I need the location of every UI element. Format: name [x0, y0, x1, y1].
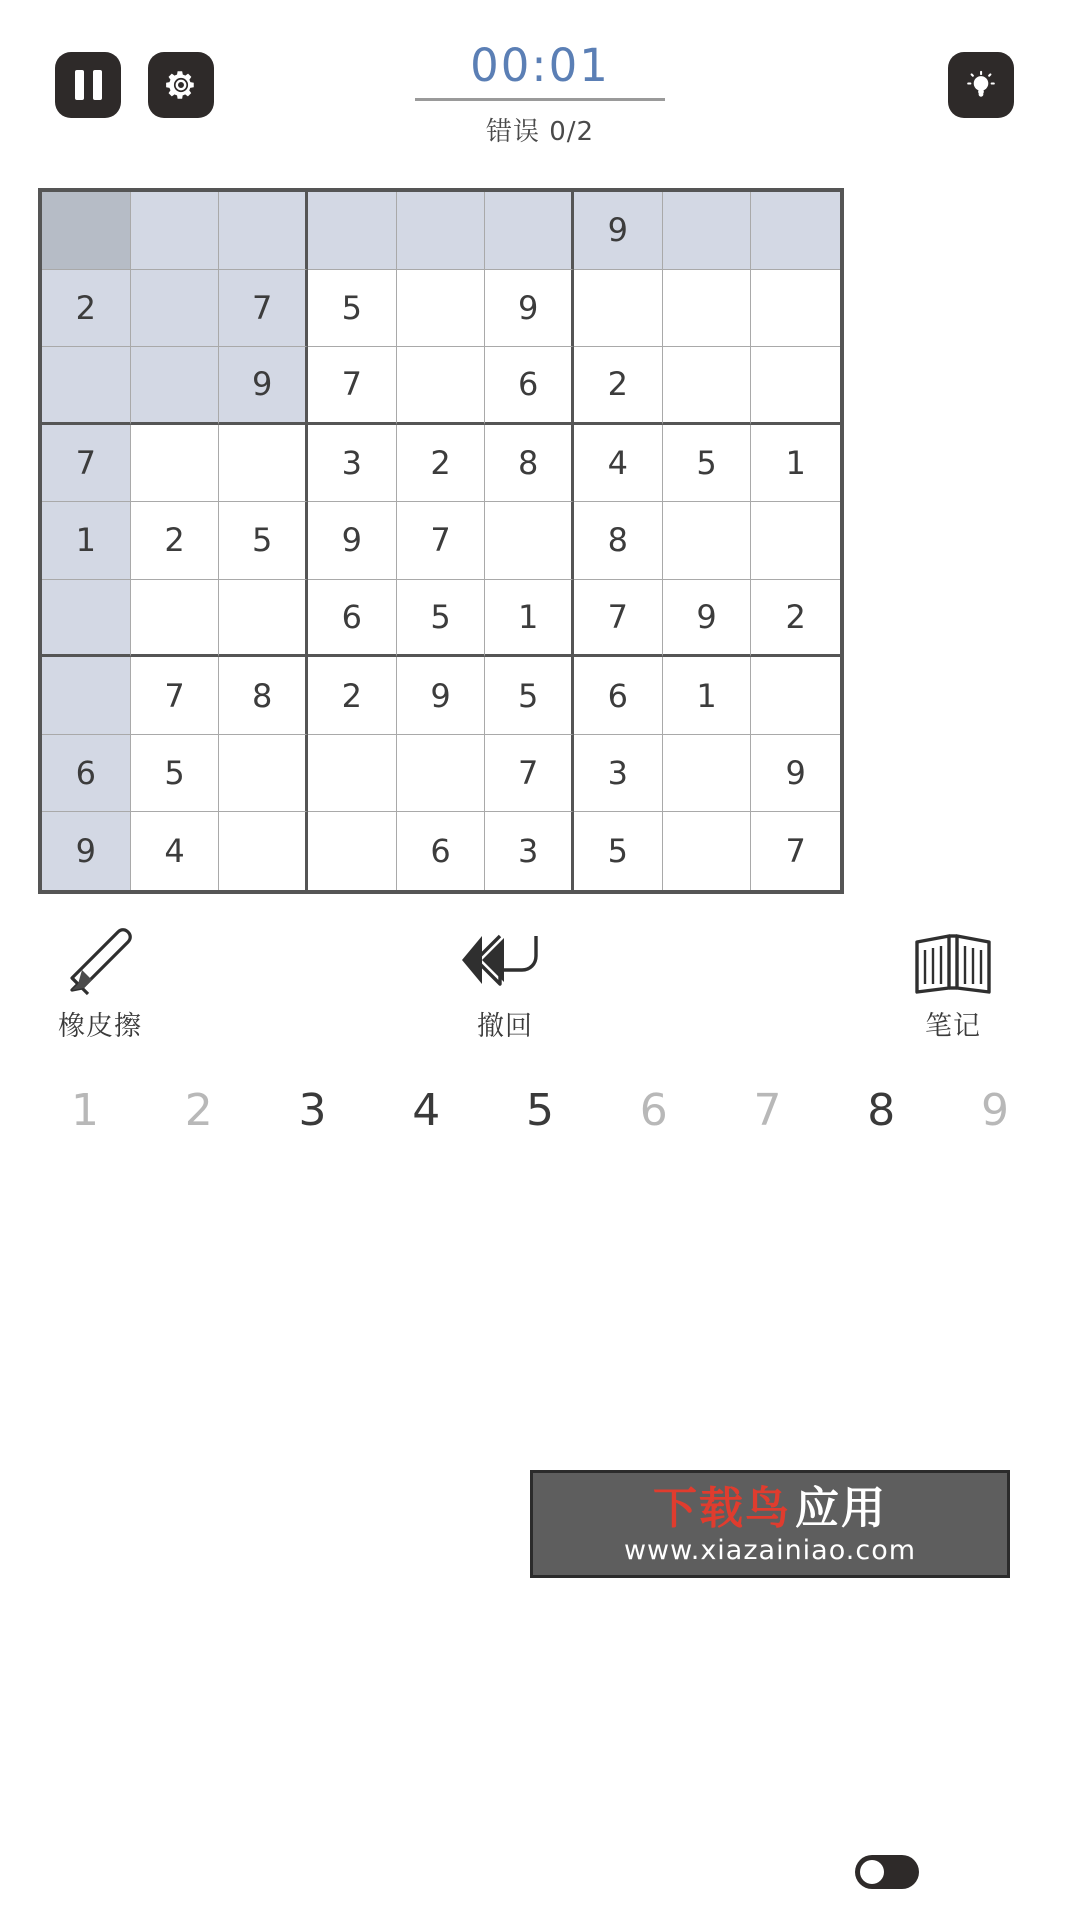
- sudoku-cell[interactable]: 6: [574, 657, 663, 735]
- action-bar: [0, 920, 1080, 1060]
- numpad-key-1[interactable]: 1: [71, 1084, 99, 1136]
- numpad-key-4[interactable]: 4: [412, 1084, 441, 1136]
- sudoku-cell[interactable]: 7: [42, 425, 131, 503]
- sudoku-cell[interactable]: [42, 657, 131, 735]
- timer-value: 00:01: [470, 39, 610, 92]
- sudoku-cell[interactable]: 5: [397, 580, 486, 658]
- sudoku-cell[interactable]: 3: [574, 735, 663, 813]
- sudoku-cell[interactable]: 9: [308, 502, 397, 580]
- sudoku-cell[interactable]: 9: [219, 347, 308, 425]
- eraser-button[interactable]: [0, 920, 200, 1043]
- sudoku-cell[interactable]: 2: [574, 347, 663, 425]
- sudoku-cell[interactable]: [397, 735, 486, 813]
- mistakes-counter: 错误 0/2: [485, 117, 595, 147]
- sudoku-cell[interactable]: 1: [751, 425, 840, 503]
- numpad-key-8[interactable]: 8: [867, 1084, 896, 1136]
- sudoku-cell[interactable]: 7: [131, 657, 220, 735]
- sudoku-cell[interactable]: 1: [42, 502, 131, 580]
- numpad-key-2[interactable]: 2: [184, 1084, 213, 1136]
- sudoku-cell[interactable]: 1: [485, 580, 574, 658]
- sudoku-cell[interactable]: 5: [663, 425, 752, 503]
- sudoku-cell[interactable]: 7: [751, 812, 840, 890]
- notes-button[interactable]: [800, 920, 1030, 1043]
- sudoku-cell[interactable]: [663, 735, 752, 813]
- watermark-brand: [533, 1473, 1007, 1535]
- sudoku-cell[interactable]: [131, 347, 220, 425]
- sudoku-cell[interactable]: [663, 502, 752, 580]
- sudoku-cell[interactable]: [308, 735, 397, 813]
- timer-area: [340, 40, 740, 148]
- numpad-key-6[interactable]: 6: [639, 1084, 668, 1136]
- sudoku-cell[interactable]: 6: [485, 347, 574, 425]
- sudoku-cell[interactable]: [219, 192, 308, 270]
- pause-icon: [75, 70, 102, 100]
- gear-icon: [164, 68, 198, 102]
- numpad-key-7[interactable]: 7: [753, 1084, 782, 1136]
- sudoku-cell[interactable]: [751, 192, 840, 270]
- sudoku-cell[interactable]: [308, 192, 397, 270]
- sudoku-cell[interactable]: 9: [397, 657, 486, 735]
- sudoku-cell[interactable]: [751, 270, 840, 348]
- sudoku-cell[interactable]: [219, 735, 308, 813]
- lightbulb-icon: [962, 66, 1000, 104]
- eraser-label: 橡皮擦: [58, 1011, 142, 1042]
- sudoku-cell[interactable]: 7: [485, 735, 574, 813]
- sudoku-cell[interactable]: [485, 502, 574, 580]
- sudoku-cell[interactable]: [42, 580, 131, 658]
- number-pad[interactable]: [40, 1065, 1040, 1155]
- sudoku-cell[interactable]: 2: [308, 657, 397, 735]
- sudoku-cell[interactable]: 4: [131, 812, 220, 890]
- sudoku-cell[interactable]: 5: [485, 657, 574, 735]
- notebook-icon: [800, 920, 1030, 996]
- sudoku-cell[interactable]: [485, 192, 574, 270]
- sudoku-cell[interactable]: 6: [42, 735, 131, 813]
- sudoku-cell[interactable]: 5: [131, 735, 220, 813]
- sudoku-cell[interactable]: 3: [308, 425, 397, 503]
- sudoku-cell[interactable]: [131, 270, 220, 348]
- timer-divider: [415, 98, 665, 101]
- sudoku-cell[interactable]: [42, 347, 131, 425]
- sudoku-cell[interactable]: 9: [42, 812, 131, 890]
- sudoku-cell[interactable]: 5: [219, 502, 308, 580]
- settings-button[interactable]: [148, 52, 214, 118]
- sudoku-cell[interactable]: 9: [574, 192, 663, 270]
- sudoku-cell[interactable]: [131, 580, 220, 658]
- sudoku-cell[interactable]: 8: [219, 657, 308, 735]
- sudoku-cell[interactable]: 6: [397, 812, 486, 890]
- watermark-brand-secondary: 应用: [795, 1483, 887, 1534]
- undo-arrow-icon: [405, 920, 605, 996]
- sudoku-cell[interactable]: [219, 580, 308, 658]
- sudoku-cell[interactable]: 7: [308, 347, 397, 425]
- sudoku-cell[interactable]: 9: [485, 270, 574, 348]
- sudoku-cell[interactable]: [663, 270, 752, 348]
- pause-button[interactable]: [55, 52, 121, 118]
- notes-toggle-switch[interactable]: [855, 1855, 919, 1889]
- sudoku-cell[interactable]: [574, 270, 663, 348]
- sudoku-cell[interactable]: [397, 270, 486, 348]
- numpad-key-9[interactable]: 9: [981, 1084, 1009, 1136]
- sudoku-cell[interactable]: 4: [574, 425, 663, 503]
- numpad-key-3[interactable]: 3: [298, 1084, 327, 1136]
- sudoku-cell[interactable]: 5: [574, 812, 663, 890]
- hint-button[interactable]: [948, 52, 1014, 118]
- sudoku-grid[interactable]: [42, 192, 840, 890]
- sudoku-cell[interactable]: 2: [751, 580, 840, 658]
- sudoku-cell[interactable]: [42, 192, 131, 270]
- sudoku-cell[interactable]: 9: [663, 580, 752, 658]
- sudoku-cell[interactable]: 6: [308, 580, 397, 658]
- sudoku-board[interactable]: [38, 188, 844, 894]
- sudoku-cell[interactable]: [131, 425, 220, 503]
- sudoku-cell[interactable]: [131, 192, 220, 270]
- sudoku-cell[interactable]: 1: [663, 657, 752, 735]
- sudoku-cell[interactable]: 8: [574, 502, 663, 580]
- sudoku-cell[interactable]: [219, 425, 308, 503]
- sudoku-cell[interactable]: [308, 812, 397, 890]
- sudoku-cell[interactable]: [663, 192, 752, 270]
- sudoku-cell[interactable]: [397, 192, 486, 270]
- watermark-url: www.xiazainiao.com: [623, 1535, 917, 1566]
- sudoku-cell[interactable]: 3: [485, 812, 574, 890]
- watermark-overlay: [530, 1470, 1010, 1578]
- sudoku-cell[interactable]: 8: [485, 425, 574, 503]
- undo-button[interactable]: [405, 920, 605, 1043]
- sudoku-cell[interactable]: [219, 812, 308, 890]
- notes-label: 笔记: [925, 1011, 981, 1042]
- undo-label: 撤回: [477, 1011, 533, 1042]
- sudoku-cell[interactable]: 9: [751, 735, 840, 813]
- sudoku-cell[interactable]: [751, 347, 840, 425]
- sudoku-cell[interactable]: [397, 347, 486, 425]
- sudoku-cell[interactable]: 5: [308, 270, 397, 348]
- sudoku-cell[interactable]: 7: [219, 270, 308, 348]
- numpad-key-5[interactable]: 5: [526, 1084, 554, 1136]
- sudoku-cell[interactable]: 7: [574, 580, 663, 658]
- watermark-brand-primary: 下载鸟: [653, 1483, 791, 1534]
- sudoku-cell[interactable]: 2: [42, 270, 131, 348]
- eraser-icon: [0, 920, 200, 996]
- sudoku-cell[interactable]: 7: [397, 502, 486, 580]
- sudoku-cell[interactable]: [663, 347, 752, 425]
- top-bar: [0, 0, 1080, 160]
- sudoku-cell[interactable]: [751, 657, 840, 735]
- sudoku-cell[interactable]: 2: [131, 502, 220, 580]
- sudoku-cell[interactable]: [751, 502, 840, 580]
- sudoku-cell[interactable]: [663, 812, 752, 890]
- sudoku-cell[interactable]: 2: [397, 425, 486, 503]
